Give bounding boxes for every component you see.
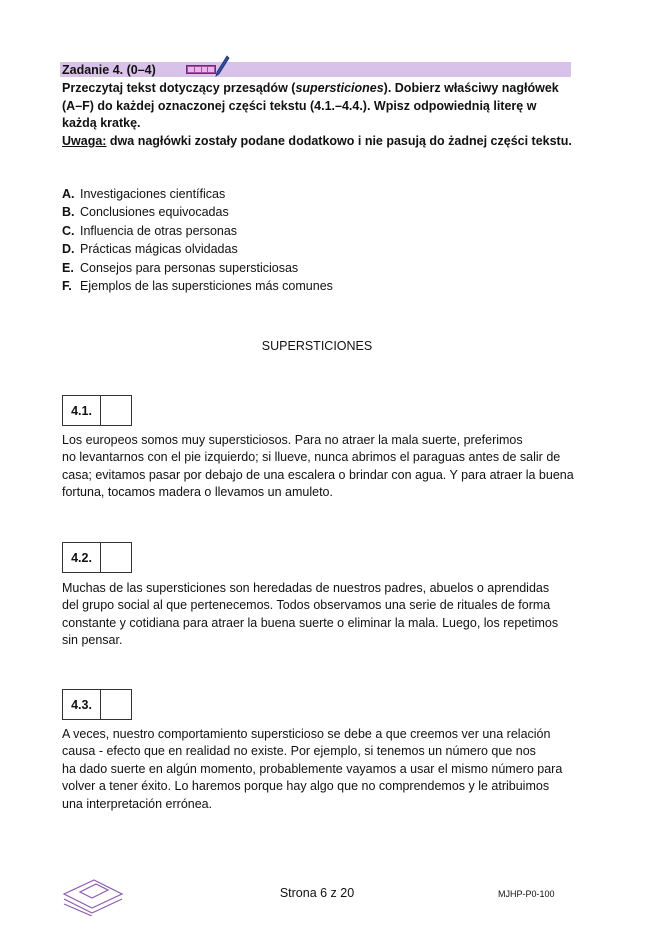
answer-cell[interactable]: [101, 543, 131, 572]
pen-icon: [214, 55, 230, 77]
part-number: 4.3.: [63, 690, 101, 719]
text-part-4-3: A veces, nuestro comportamiento supersticioso se debe a que creemos ver una relación causa - efecto que en realidad no existe. Por ejemplo, si tenemos un número que nos ha dado suerte en algún momento, probablemente vayamos a usar el mismo número para volver a tener éxito. Lo haremos porque hay algo que no comprendemos y le atribuimos una interpretación errónea.: [62, 727, 563, 811]
option-item: B. Conclusiones equivocadas: [62, 205, 229, 220]
answer-box-4-2: [62, 542, 132, 573]
part-number: 4.2.: [63, 543, 101, 572]
instruction-text: Przeczytaj tekst dotyczący przesądów (supersticiones). Dobierz właściwy nagłówek (A–F) do każdej oznaczonej części tekstu (4.1.–4.4.). Wpisz odpowiednią literę w każdą kratkę.: [62, 81, 559, 130]
answer-cell[interactable]: [101, 396, 131, 425]
text-part-4-1: Los europeos somos muy supersticiosos. Para no atraer la mala suerte, preferimos no levantarnos con el pie izquierdo; si llueve, nunca abrimos el paraguas antes de salir de casa; evitamos pasar por debajo de una escalera o brindar con agua. Y para atraer la buena fortuna, tocamos madera o llevamos un amuleto.: [62, 433, 574, 500]
answer-box-4-1: [62, 395, 132, 426]
exam-code: MJHP-P0-100: [498, 889, 555, 899]
option-item: C. Influencia de otras personas: [62, 223, 238, 238]
heading-options-list: [62, 185, 333, 295]
option-item: D. Prácticas mágicas olvidadas: [62, 242, 238, 257]
option-item: E. Consejos para personas supersticiosas: [62, 260, 299, 275]
text-title: SUPERSTICIONES: [261, 339, 373, 353]
option-item: F. Ejemplos de las supersticiones más comunes: [62, 279, 333, 294]
instruction-note: Uwaga: dwa nagłówki zostały podane dodatkowo i nie pasują do żadnej części tekstu.: [62, 133, 572, 148]
answer-cell[interactable]: [101, 690, 131, 719]
task-instructions: [62, 80, 574, 150]
answer-box-4-3: [62, 689, 132, 720]
part-number: 4.1.: [63, 396, 101, 425]
page-number: Strona 6 z 20: [279, 886, 355, 900]
text-part-4-2: Muchas de las supersticiones son heredadas de nuestros padres, abuelos o aprendidas del grupo social al que pertenecemos. Todos observamos una serie de rituales de forma constante y cotidiana para atraer la buena suerte o eliminar la mala. Luego, los repetimos sin pensar.: [62, 581, 559, 648]
score-boxes-icon: [186, 65, 216, 74]
task-title: Zadanie 4. (0–4): [62, 63, 156, 77]
option-item: A. Investigaciones científicas: [62, 187, 226, 201]
